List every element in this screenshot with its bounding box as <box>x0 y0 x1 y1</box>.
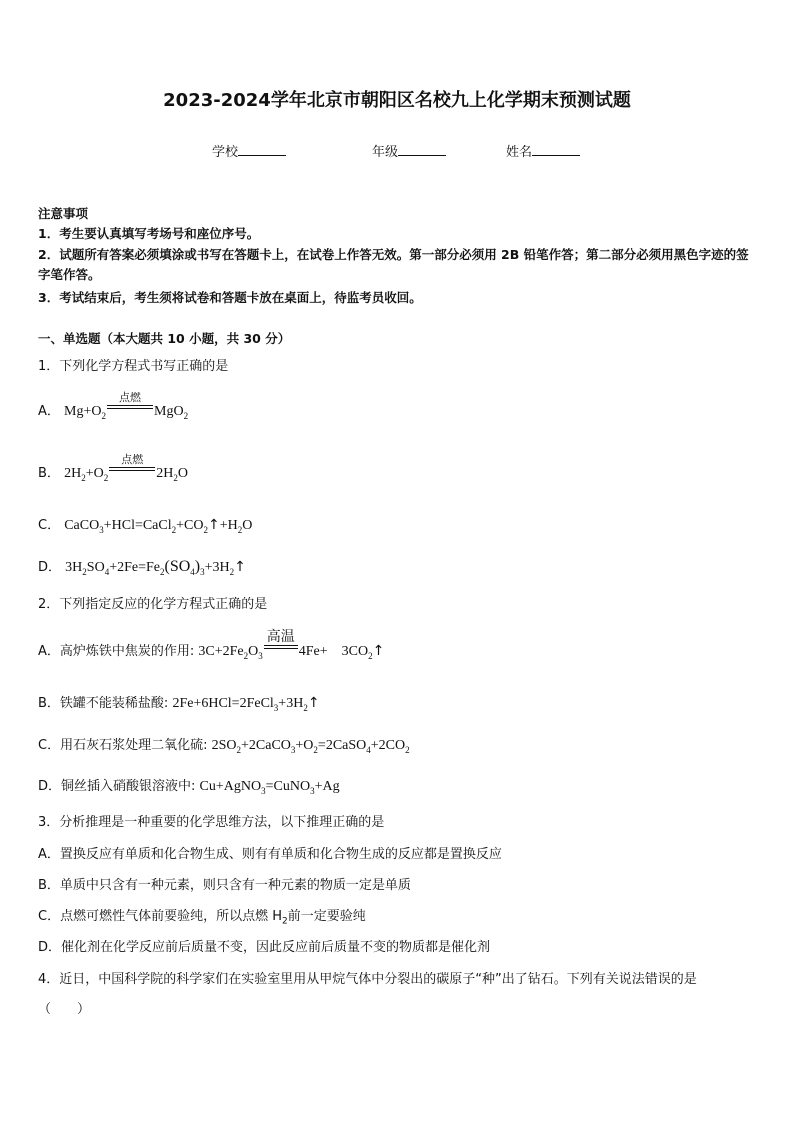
q2-option-d[interactable]: D．铜丝插入硝酸银溶液中: Cu+AgNO$_3$=CuNO$_3$+Ag <box>38 779 340 796</box>
name-field: 姓名 <box>506 141 580 160</box>
q1-option-d[interactable]: D． $3H_2SO_4+2Fe=Fe_2(SO_4)_3+3H_2↑$ <box>38 558 246 577</box>
grade-field: 年级 <box>372 141 446 160</box>
page-title: 2023-2024学年北京市朝阳区名校九上化学期末预测试题 <box>163 90 631 111</box>
question-1-stem: 1．下列化学方程式书写正确的是 <box>38 359 229 374</box>
q1-option-a[interactable]: A． $Mg+O_2$ 点燃 MgO$_2$ <box>38 391 189 421</box>
note-item-2: 2．试题所有答案必须填涂或书写在答题卡上，在试卷上作答无效。第一部分必须用 2B 铅笔作答；第二部分必须用黑色字迹的签字笔作答。 <box>38 247 749 282</box>
gas-arrow-icon: ↑ <box>372 643 385 659</box>
section-heading: 一、单选题（本大题共 10 小题，共 30 分） <box>38 331 291 346</box>
q3-option-b[interactable]: B．单质中只含有一种元素，则只含有一种元素的物质一定是单质 <box>38 878 411 893</box>
q2-option-a[interactable]: A．高炉炼铁中焦炭的作用: $3C+2Fe_2O_3$ 高温 4Fe+ $3CO_2↑$ <box>38 629 385 661</box>
notes-heading: 注意事项 <box>38 206 89 221</box>
note-item-1: 1．考生要认真填写考场号和座位序号。 <box>38 226 260 241</box>
question-4-stem: 4．近日，中国科学院的科学家们在实验室里用从甲烷气体中分裂出的碳原子“种”出了钻石。下列有关说法错误的是 <box>38 972 697 987</box>
q2-option-b[interactable]: B．铁罐不能装稀盐酸: $2Fe+6HCl=2FeCl_3+3H_2↑$ <box>38 695 320 713</box>
q1-option-b[interactable]: B． $2H_2+O_2$ 点燃 $2H_2O$ <box>38 453 188 483</box>
gas-arrow-icon: ↑ <box>234 559 246 575</box>
q3-option-d[interactable]: D．催化剂在化学反应前后质量不变，因此反应前后质量不变的物质都是催化剂 <box>38 940 491 955</box>
answer-paren: （ ） <box>38 1002 91 1017</box>
question-3-stem: 3．分析推理是一种重要的化学思维方法，以下推理正确的是 <box>38 815 385 830</box>
question-2-stem: 2．下列指定反应的化学方程式正确的是 <box>38 597 268 612</box>
note-item-3: 3．考试结束后，考生须将试卷和答题卡放在桌面上，待监考员收回。 <box>38 290 422 305</box>
q3-option-a[interactable]: A．置换反应有单质和化合物生成、则有有单质和化合物生成的反应都是置换反应 <box>38 847 502 862</box>
school-field: 学校 <box>212 141 286 160</box>
q1-option-c[interactable]: C． $CaCO_3+HCl=CaCl_2+CO_2↑+H_2O$ <box>38 517 253 535</box>
gas-arrow-icon: ↑ <box>207 517 220 533</box>
gas-arrow-icon: ↑ <box>307 695 320 711</box>
q2-option-c[interactable]: C．用石灰石浆处理二氧化硫: $2SO_2+2CaCO_3+O_2=2CaSO_4+2CO_2$ <box>38 738 410 755</box>
q3-option-c[interactable]: C．点燃可燃性气体前要验纯，所以点燃 $H_2$前一定要验纯 <box>38 909 366 927</box>
